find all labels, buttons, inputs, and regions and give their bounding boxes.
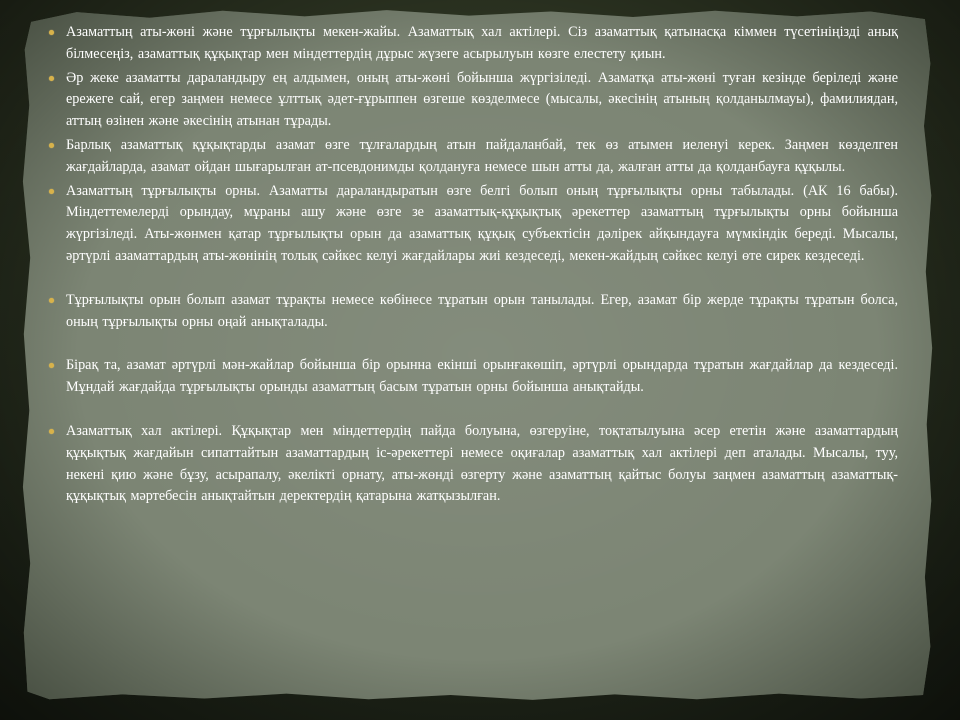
paragraph-3: [46, 135, 898, 179]
paragraph-4: [46, 181, 898, 268]
bullet-icon: [49, 143, 54, 148]
bullet-icon: [49, 189, 54, 194]
bullet-icon: [49, 429, 54, 434]
paragraph-1: [46, 22, 898, 66]
bullet-icon: [49, 298, 54, 303]
paragraph-text: Азаматтың тұрғылықты орны. Азаматты дараландыратын өзге белгі болып оның тұрғылықты орны табылады. (АК 16 бабы). Міндеттемелерді орындау, мұраны ашу және өзге зе азаматтық-құқықтық әрекеттер азаматтың тұрғылықты орны бойынша жүргізіледі. Аты-жөнмен қатар тұрғылықты орын да азаматтық құқық субъектісін дәлірек айқындауға мүмкіндік береді. Мысалы, әртүрлі азаматтардың аты-жөнінің толық сәйкес келуі жағдайлары жиі кездеседі, мекен-жайдың сәйкес келуі өте сирек кездеседі.: [66, 182, 898, 264]
bullet-icon: [49, 363, 54, 368]
paragraph-text: Барлық азаматтық құқықтарды азамат өзге тұлғалардың атын пайдаланбай, тек өз атымен иеленуі керек. Заңмен көзделген жағдайларда, азамат ойдан шығарылған ат-псевдонимды қолдануға немесе шын атты да, жалған атты да қолданбауға құқылы.: [66, 136, 898, 175]
text-body: [46, 22, 898, 508]
paragraph-text: Азаматтық хал актілері. Құқықтар мен міндеттердің пайда болуына, өзгеруіне, тоқтатылуына әсер ететін және азаматтардың құқықтық жағдайын сипаттайтын азаматтардың іс-әрекеттері немесе оқиғалар азаматтық хал актілері деп аталады. Мысалы, туу, некені қию және бұзу, асырапалу, әкелікті орнату, аты-жөнді өзгерту және азаматтың қайтыс болуы заңмен азаматтың азаматтық-құқықтық мәртебесін анықтайтын деректердің қатарына жатқызылған.: [66, 422, 898, 505]
paragraph-text: Әр жеке азаматты дараландыру ең алдымен, оның аты-жөні бойынша жүргізіледі. Азаматқа аты-жөні туған кезінде беріледі және ережеге сай, егер заңмен немесе ұлттық әдет-ғұрыппен өзгеше көзделмесе (мысалы, әкесінің атының қолданылмауы), фамилиядан, аттың өзінен және әкесінің атынан тұрады.: [66, 69, 898, 130]
paragraph-5: [46, 290, 898, 334]
paragraph-text: Азаматтың аты-жөні және тұрғылықты мекен-жайы. Азаматтық хал актілері. Сіз азаматтық қатынасқа кіммен түсетініңізді анық білмесеңіз, азаматтық құқықтар мен міндеттердің дұрыс жүзеге асырылуын көзге елестету қиын.: [66, 24, 898, 62]
bullet-icon: [49, 30, 54, 35]
paragraph-2: [46, 68, 898, 133]
paragraph-7: [46, 421, 898, 508]
paragraph-6: [46, 355, 898, 399]
bullet-icon: [49, 76, 54, 81]
paragraph-text: Бірақ та, азамат әртүрлі мән-жайлар бойынша бір орынна екінші орынғакөшіп, әртүрлі орындарда тұратын жағдайлар да кездеседі. Мұндай жағдайда тұрғылықты орынды азаматтың басым тұратын орны бойынша анықтайды.: [66, 357, 898, 396]
paragraph-text: Тұрғылықты орын болып азамат тұрақты немесе көбінесе тұратын орын танылады. Егер, азамат бір жерде тұрақты тұратын болса, оның тұрғылықты орны оңай анықталады.: [66, 291, 898, 330]
